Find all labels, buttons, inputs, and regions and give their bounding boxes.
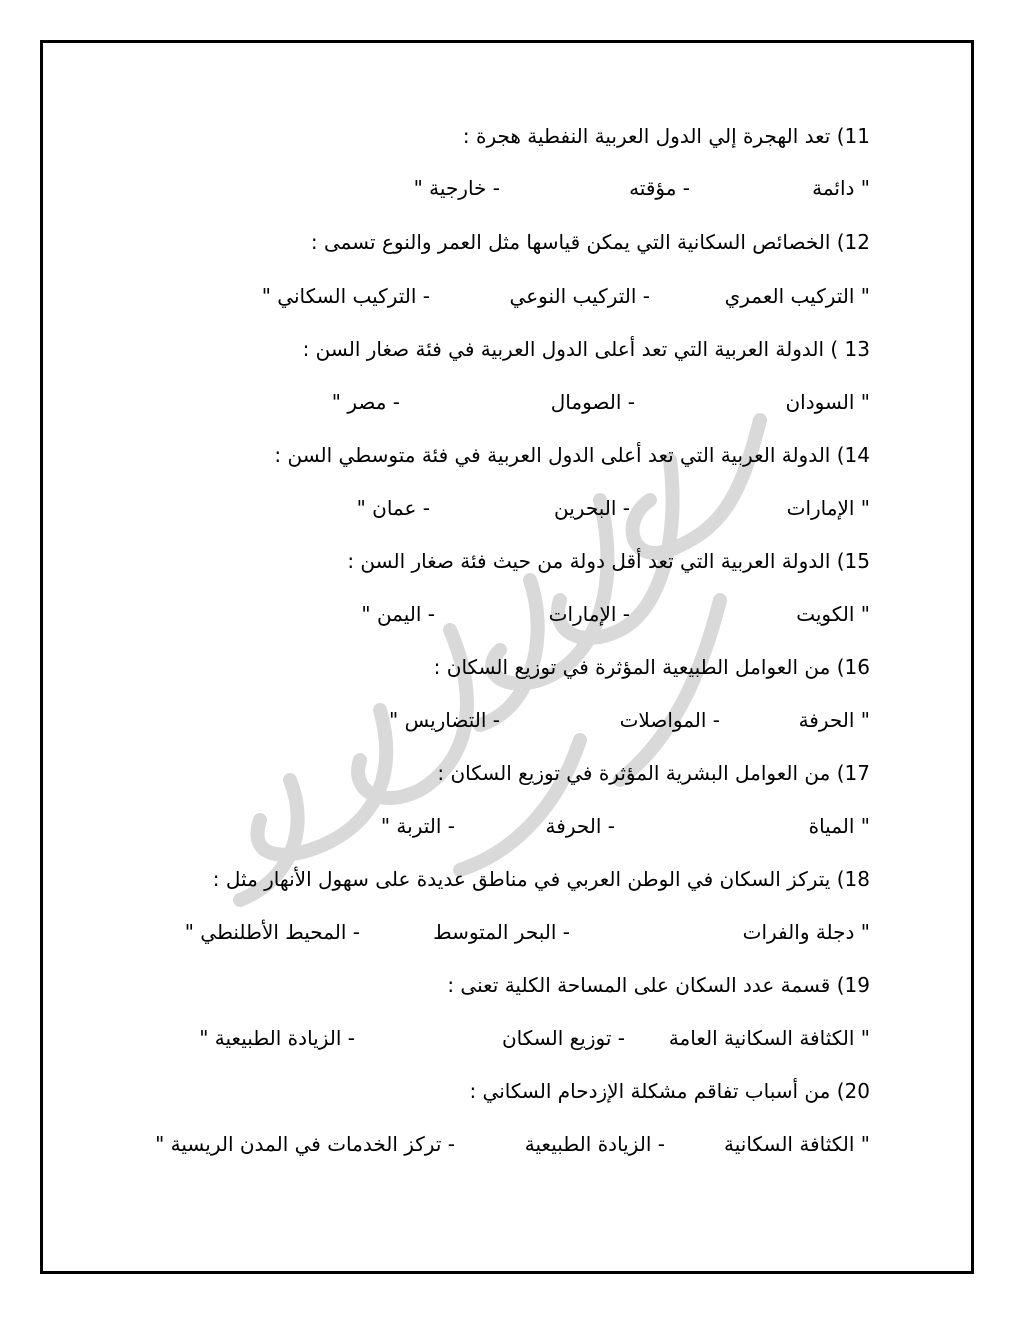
- question-number: 18: [844, 867, 870, 891]
- question-16: [434, 653, 870, 681]
- option-a: " الكثافة السكانية العامة: [668, 1026, 870, 1050]
- question-number: 16: [844, 655, 870, 679]
- question-paren: ): [836, 655, 845, 679]
- option-b: - التركيب النوعي: [509, 284, 650, 308]
- option-c: - التربة ": [380, 814, 455, 838]
- options-15: [361, 600, 870, 628]
- question-18: [213, 865, 870, 893]
- question-paren: ): [830, 337, 845, 361]
- option-b: - الصومال: [550, 390, 635, 414]
- option-b: - البحرين: [554, 496, 630, 520]
- option-a: " الكثافة السكانية: [724, 1132, 870, 1156]
- option-a: " الحرفة: [798, 708, 870, 732]
- question-number: 15: [844, 549, 870, 573]
- question-text: تعد الهجرة إلي الدول العربية النفطية هجرة :: [462, 124, 831, 148]
- question-number: 17: [844, 761, 870, 785]
- question-number: 13: [844, 337, 870, 361]
- option-a: " الإمارات: [786, 496, 870, 520]
- option-a: " المياة: [808, 814, 870, 838]
- option-c: - مصر ": [331, 390, 400, 414]
- question-paren: ): [836, 867, 845, 891]
- question-text: من العوامل البشرية المؤثرة في توزيع السكان :: [437, 761, 831, 785]
- question-11: [463, 122, 870, 150]
- question-number: 20: [844, 1079, 870, 1103]
- question-14: [274, 441, 870, 469]
- question-text: قسمة عدد السكان على المساحة الكلية تعنى :: [447, 973, 831, 997]
- question-text: من العوامل الطبيعية المؤثرة في توزيع السكان :: [433, 655, 831, 679]
- options-13: [332, 388, 870, 416]
- options-17: [381, 812, 870, 840]
- option-c: - اليمن ": [361, 602, 435, 626]
- option-c: - عمان ": [356, 496, 430, 520]
- question-17: [437, 759, 870, 787]
- question-number: 11: [844, 124, 870, 148]
- question-text: الدولة العربية التي تعد أقل دولة من حيث فئة صغار السن :: [347, 549, 831, 573]
- question-paren: ): [836, 973, 845, 997]
- question-number: 12: [844, 230, 870, 254]
- question-paren: ): [836, 549, 845, 573]
- option-b: - الزيادة الطبيعية: [524, 1132, 665, 1156]
- question-paren: ): [836, 1079, 845, 1103]
- option-b: - الحرفة: [545, 814, 615, 838]
- question-13: [303, 335, 870, 363]
- options-16: [389, 706, 870, 734]
- question-paren: ): [836, 124, 845, 148]
- option-b: - البحر المتوسط: [433, 920, 570, 944]
- options-19: [199, 1024, 870, 1052]
- options-18: [185, 918, 870, 946]
- option-c: - الزيادة الطبيعية ": [199, 1026, 355, 1050]
- question-12: [311, 228, 870, 256]
- question-number: 19: [844, 973, 870, 997]
- question-15: [347, 547, 870, 575]
- option-c: - التضاريس ": [389, 708, 500, 732]
- option-b: - توزيع السكان: [501, 1026, 625, 1050]
- option-a: " التركيب العمري: [724, 284, 870, 308]
- question-number: 14: [844, 443, 870, 467]
- options-14: [357, 494, 870, 522]
- question-19: [447, 971, 870, 999]
- options-20: [155, 1130, 870, 1158]
- question-text: من أسباب تفاقم مشكلة الإزدحام السكاني :: [469, 1079, 831, 1103]
- option-b: - الإمارات: [548, 602, 630, 626]
- option-b: - المواصلات: [619, 708, 720, 732]
- question-text: الدولة العربية التي تعد أعلى الدول العربية في فئة متوسطي السن :: [274, 443, 831, 467]
- options-12: [262, 282, 870, 310]
- option-a: " دجلة والفرات: [742, 920, 870, 944]
- option-b: - مؤقته: [629, 176, 690, 200]
- options-11: [414, 174, 870, 202]
- option-c: - المحيط الأطلنطي ": [184, 920, 360, 944]
- question-paren: ): [836, 230, 845, 254]
- question-text: الخصائص السكانية التي يمكن قياسها مثل العمر والنوع تسمى :: [310, 230, 831, 254]
- option-a: " الكويت: [796, 602, 870, 626]
- question-20: [469, 1077, 870, 1105]
- option-a: " السودان: [785, 390, 870, 414]
- option-c: - التركيب السكاني ": [261, 284, 430, 308]
- option-a: " دائمة: [812, 176, 870, 200]
- question-paren: ): [836, 761, 845, 785]
- option-c: - تركز الخدمات في المدن الريسية ": [155, 1132, 455, 1156]
- question-paren: ): [836, 443, 845, 467]
- question-text: الدولة العربية التي تعد أعلى الدول العربية في فئة صغار السن :: [302, 337, 825, 361]
- option-c: - خارجية ": [413, 176, 500, 200]
- question-text: يتركز السكان في الوطن العربي في مناطق عديدة على سهول الأنهار مثل :: [212, 867, 831, 891]
